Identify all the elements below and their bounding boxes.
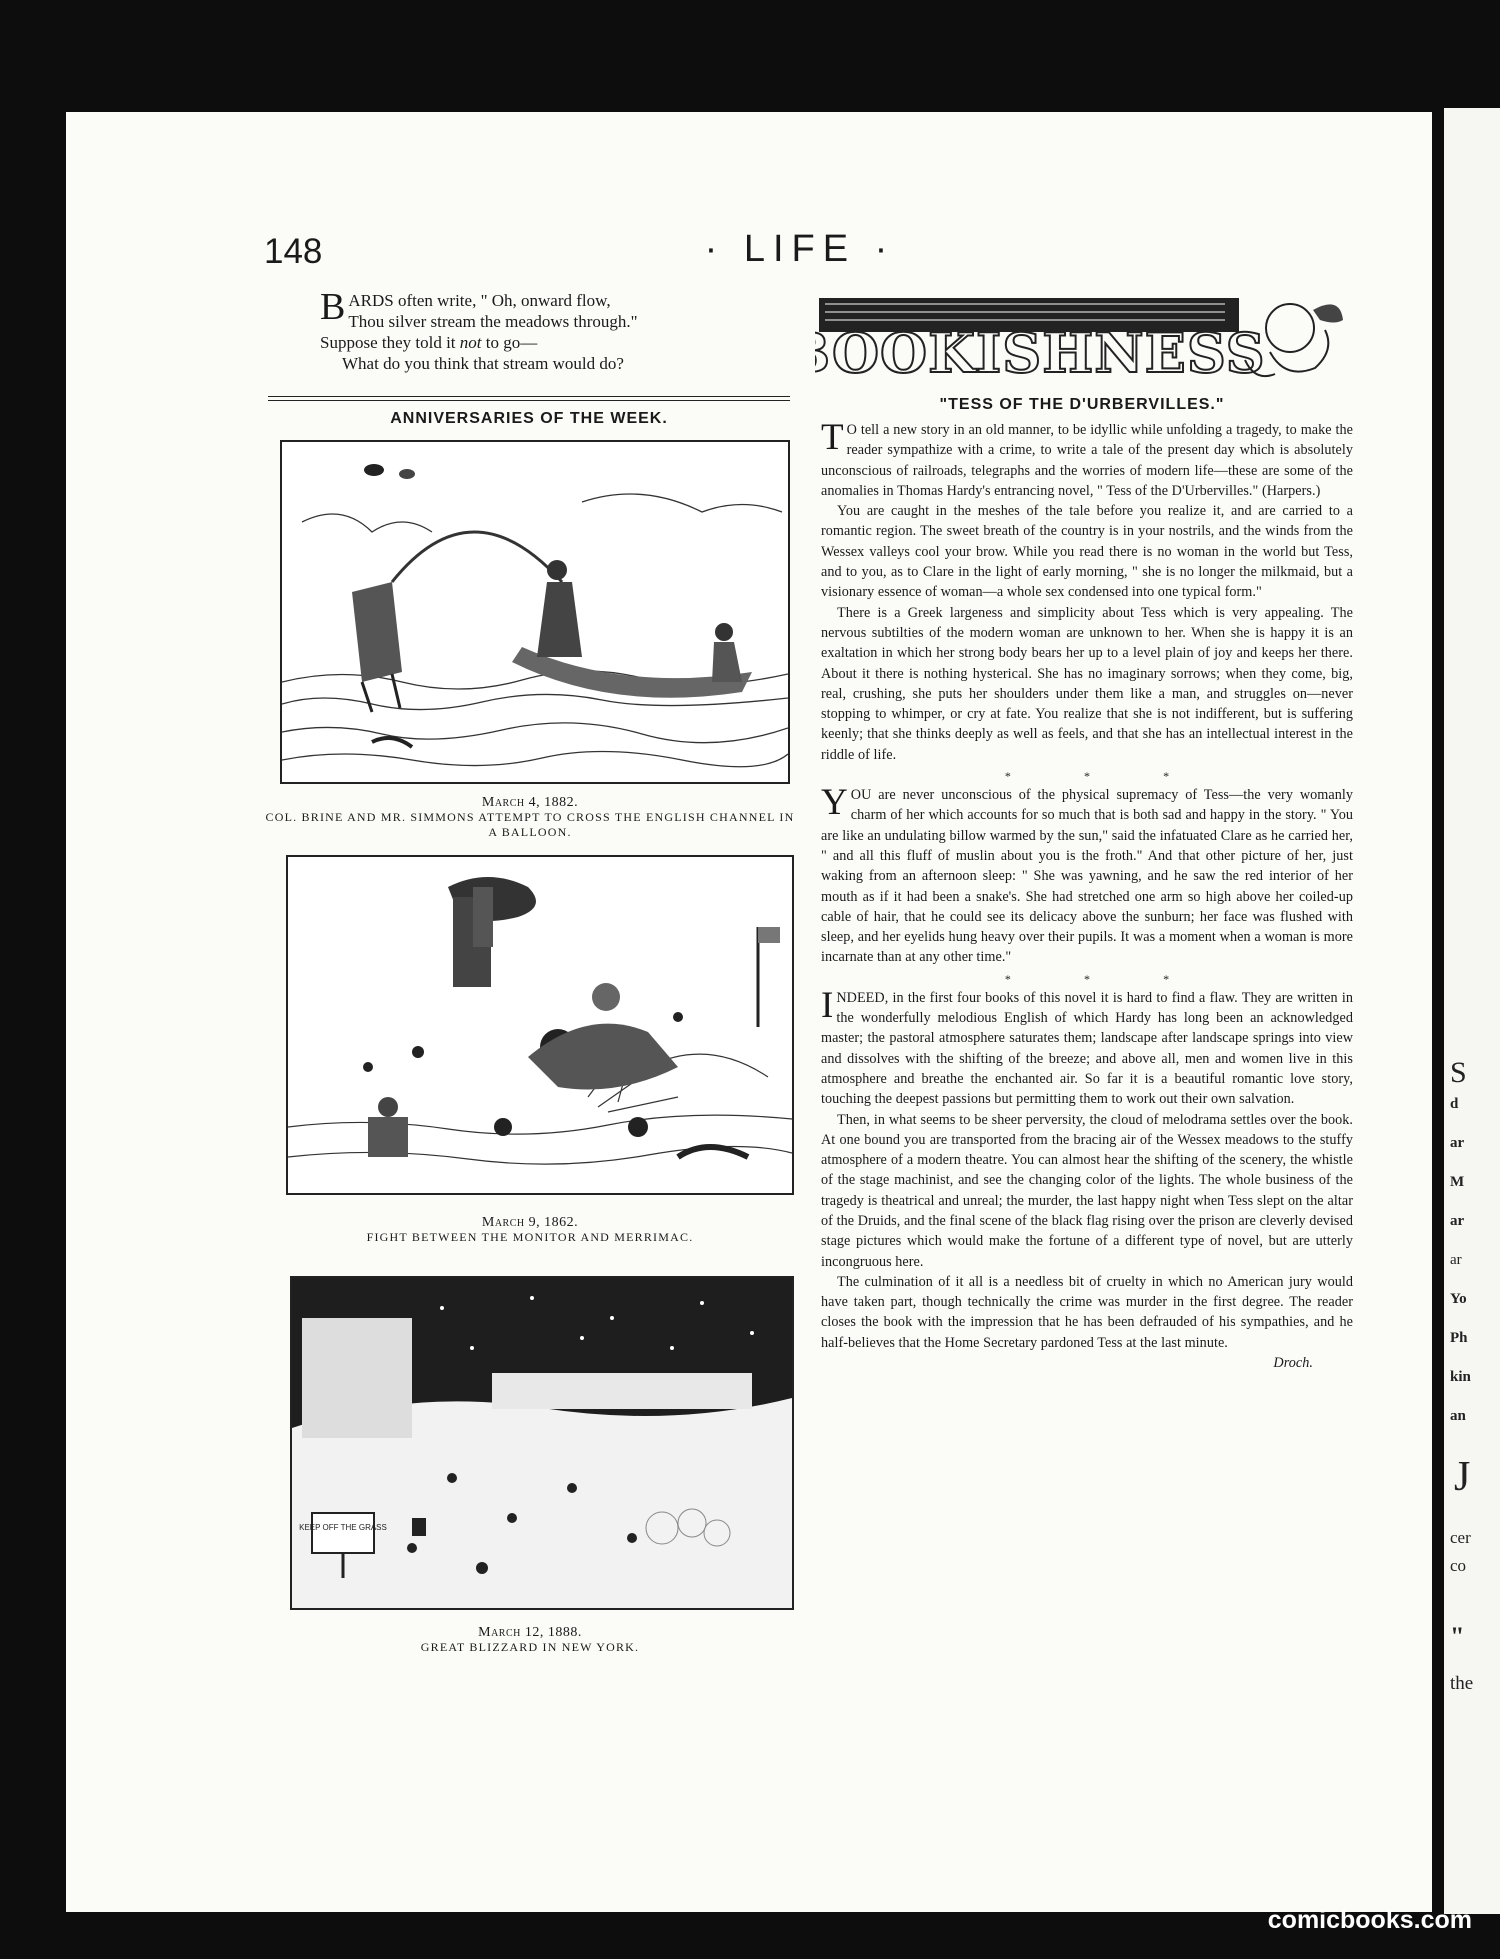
cartoon-monitor-merrimac <box>286 855 794 1195</box>
caption-date: March 12, 1888. <box>478 1625 582 1640</box>
cartoon-blizzard-drawing <box>292 1278 792 1608</box>
fragment: co <box>1450 1556 1467 1575</box>
fragment: the <box>1450 1673 1474 1694</box>
verse-line: What do you think that stream would do? <box>342 354 624 373</box>
caption-date: March 9, 1862. <box>481 1215 579 1230</box>
cartoon-balloon-drawing <box>282 442 788 782</box>
page-number: 148 <box>264 232 323 271</box>
keep-off-grass-sign: KEEP OFF THE GRASS <box>299 1523 387 1532</box>
article-dropcap: T <box>821 417 844 458</box>
article-paragraph: The culmination of it all is a needless bit of cruelty in which no American jury would have taken part, though technically the crime was murder in the first degree. The reader closes the book with the impression that he has been defrauded of his sympathies, and he half-believes that the Home Secretary pardoned Tess at the last minute. <box>821 1273 1353 1351</box>
fragment: M <box>1450 1174 1465 1190</box>
verse-emphasis: not <box>459 333 482 352</box>
fragment: kin <box>1450 1369 1471 1385</box>
fragment: J <box>1454 1454 1471 1500</box>
cartoon-caption <box>260 795 800 840</box>
article-paragraph: Then, in what seems to be sheer perversity, the cloud of melodrama settles over the book. At one bound you are transported from the bracing air of the Wessex meadows to the stuffy atmosphere of a modern theatre. You can almost hear the shifting of the scenery, the whistle of the stage machinist, and see the changing color of the lights. The whole business of the tragedy is theatrical and unreal; the murder, the last happy night when Tess slept on the altar of the Druids, and the final scene of the black flag rising over the prison are cleverly devised stage pictures which would make the fortune of a different type of novel, but are utterly incongruous here. <box>821 1111 1353 1270</box>
section-break: * * * <box>1004 769 1170 784</box>
caption-text: FIGHT BETWEEN THE MONITOR AND MERRIMAC. <box>366 1230 694 1244</box>
article-paragraph: NDEED, in the first four books of this novel it is hard to find a flaw. They are written in the wonderfully melodious English of which Hardy has long been an acknowledged master; the pastoral atmosphere saturates them; landscape after landscape springs into view and dissolves with the shifting of the breeze; and above all, men and women live in this atmosphere and breathe the enchanted air. So far it is a beautiful romantic love story, touching the deepest passions but permitting them to work out their own salvation. <box>821 989 1353 1108</box>
article-paragraph: You are caught in the meshes of the tale before you realize it, and are carried to a romantic region. The sweet breath of the country is in your nostrils, and the winds from the Wessex valleys cool your brow. While you read there is no woman in the world but Tess, and to you, as to Clare in the light of early morning, " she is no longer the milkmaid, but a visionary essence of woman—a whole sex condensed into one typical form." <box>821 503 1353 601</box>
article-paragraph: There is a Greek largeness and simplicity about Tess which is very appealing. The nervous subtilties of the modern woman are unknown to her. When she is happy it is an exaltation in which her strong body bears her up to a level plain of joy and keeps her there. About it there is nothing hysterical. She has no imaginary sorrows; when they come, big, real, crushing, she puts her shoulders under them like a man, and struggles on—never stopping to whimper, or cry at fate. You realize that she is not indifferent, but is suffering keenly; that she thinks deeply as well as feels, and that she has an intellectual interest in the riddle of life. <box>821 604 1353 763</box>
article-paragraph: O tell a new story in an old manner, to be idyllic while unfolding a tragedy, to make the reader sympathize with a crime, to write a tale of the present day which is absolutely unconscious of railroads, telegraphs and the worries of modern life—these are some of the anomalies in Thomas Hardy's entrancing novel, " Tess of the D'Urbervilles." (Harpers.) <box>821 422 1353 499</box>
fragment: d <box>1450 1096 1459 1112</box>
cartoon-great-blizzard <box>290 1276 794 1610</box>
fragment: ar <box>1450 1213 1465 1229</box>
article-dropcap: Y <box>821 782 848 824</box>
bookishness-banner <box>815 290 1345 390</box>
fragment: S <box>1450 1056 1467 1089</box>
watermark: comicbooks.com <box>1267 1906 1472 1934</box>
divider <box>268 396 790 397</box>
article-title: "TESS OF THE D'URBERVILLES." <box>939 396 1225 413</box>
verse-line: Thou silver stream the meadows through." <box>348 312 638 331</box>
divider <box>268 400 790 401</box>
fragment: cer <box>1450 1528 1471 1547</box>
verse-line: to go— <box>481 333 538 352</box>
fragment: an <box>1450 1408 1466 1424</box>
caption-date: March 4, 1882. <box>481 795 579 810</box>
fragment: " <box>1450 1622 1465 1651</box>
fragment: Yo <box>1450 1291 1467 1307</box>
masthead-life: · LIFE · <box>704 228 896 270</box>
article-body <box>821 417 1353 1373</box>
anniversaries-title: ANNIVERSARIES OF THE WEEK. <box>390 410 668 427</box>
article-paragraph: OU are never unconscious of the physical supremacy of Tess—the very womanly charm of her which accounts for so much that is both sad and happy in the story. " You are like an undulating billow warmed by the sun," said the infatuated Clare as he carried her, " and all this fluff of muslin about you is the froth." And that other picture of her, just waking from an afternoon sleep: " She was yawning, and he saw the red interior of her mouth as if it had been a snake's. She had stretched one arm so high above her coiled-up cable of hair, that he could see its delicacy above the sunburn; her face was flushed with sleep, and her eyelids hung heavy over their pupils. It was a moment when a woman is more incarnate than at any other time." <box>821 787 1353 966</box>
caption-text: COL. BRINE AND MR. SIMMONS ATTEMPT TO CROSS THE ENGLISH CHANNEL IN A BALLOON. <box>265 810 795 839</box>
verse-dropcap: B <box>320 286 346 328</box>
fragment: Ph <box>1450 1330 1468 1346</box>
verse-line: ARDS often write, " Oh, onward flow, <box>348 291 611 310</box>
section-break: * * * <box>1004 971 1170 986</box>
adjacent-page-edge <box>1444 108 1500 1914</box>
fragment: ar <box>1450 1135 1465 1151</box>
article-signature: Droch. <box>1273 1355 1313 1372</box>
cartoon-caption <box>260 1625 800 1655</box>
caption-text: GREAT BLIZZARD IN NEW YORK. <box>420 1640 640 1654</box>
verse <box>320 286 790 374</box>
cartoon-battle-drawing <box>288 857 792 1193</box>
banner-art <box>815 290 1345 390</box>
article-dropcap: I <box>821 984 834 1026</box>
banner-title: BOOKISHNESS <box>815 321 1266 385</box>
fragment: ar <box>1450 1252 1462 1268</box>
verse-line: Suppose they told it <box>320 333 460 352</box>
cartoon-balloon-channel <box>280 440 790 784</box>
cartoon-caption <box>260 1215 800 1245</box>
